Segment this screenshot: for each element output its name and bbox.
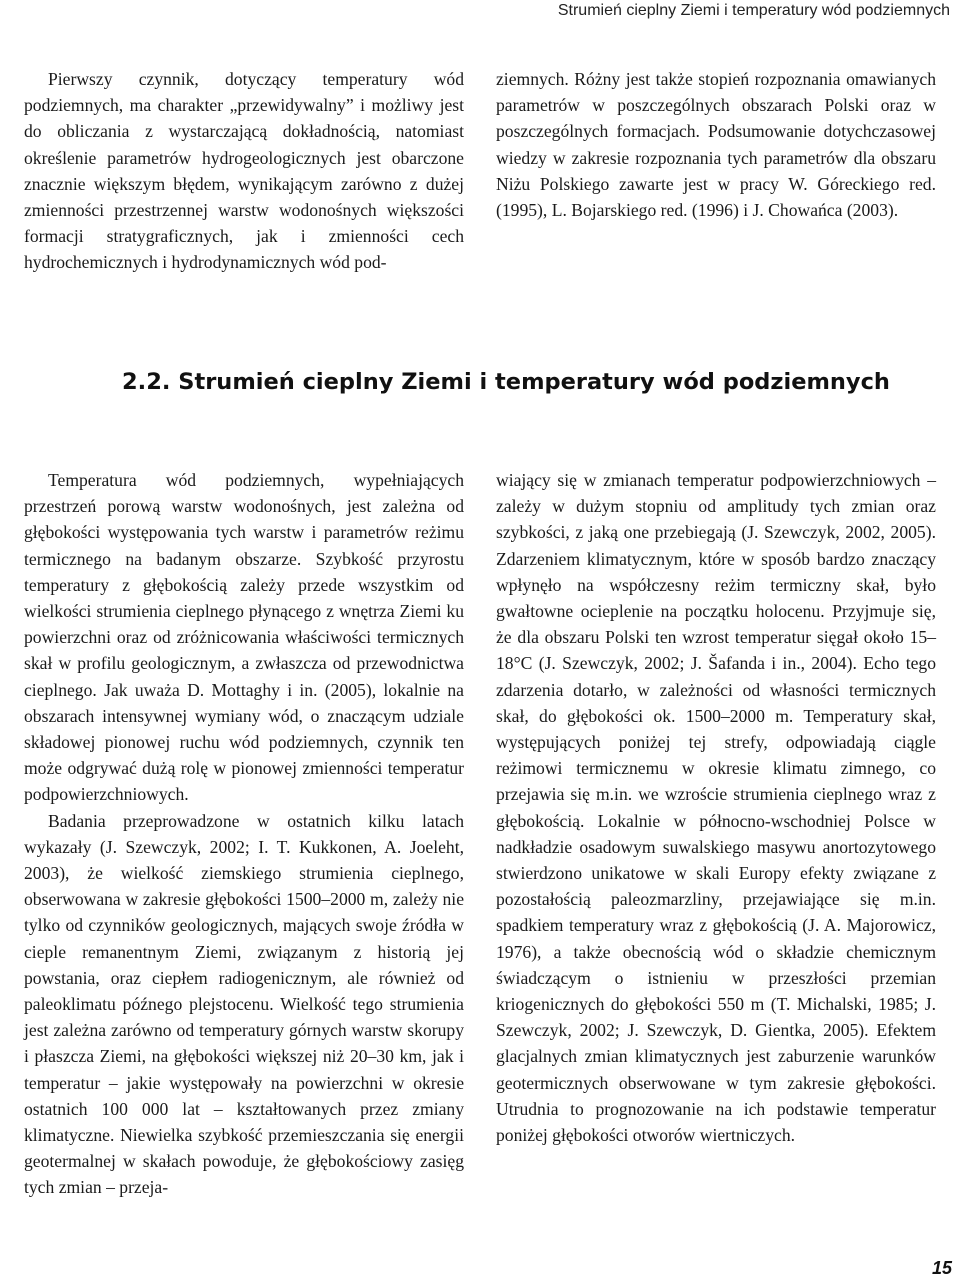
page-number: 15	[931, 1258, 952, 1278]
bottom-left-column	[24, 467, 464, 1201]
intro-paragraph-right: ziemnych. Różny jest także stopień rozpoznania omawianych parametrów w poszczególnych obszarach Polski oraz w poszczególnych formacjach. Podsumowanie dotychczasowej wiedzy w zakresie rozpoznania tych parametrów dla obszaru Niżu Polskiego zawarte jest w pracy W. Góreckiego red. (1995), L. Bojarskiego red. (1996) i J. Chowańca (2003).	[496, 69, 936, 221]
top-left-column	[24, 66, 464, 276]
bottom-right-column	[496, 467, 936, 1148]
body-paragraph-1: Temperatura wód podziemnych, wypełniających przestrzeń porową warstw wodonośnych, jest zależna od głębokości występowania tych warstw i parametrów reżimu termicznego na badanym obszarze. Szybkość przyrostu temperatury z głębokością zależy przede wszystkim od wielkości strumienia cieplnego płynącego z wnętrza Ziemi ku powierzchni oraz od zróżnicowania właściwości termicznych skał w profilu geologicznym, a zwłaszcza od przewodnictwa cieplnego. Jak uważa D. Mottaghy i in. (2005), lokalnie na obszarach intensywnej wymiany wód, o znaczącym udziale składowej pionowej ruchu wód podziemnych, czynnik ten może odgrywać dużą rolę w pionowej zmienności temperatur podpowierzchniowych.	[24, 470, 464, 805]
body-paragraph-2: Badania przeprowadzone w ostatnich kilku latach wykazały (J. Szewczyk, 2002; I. T. Kukkonen, A. Joeleht, 2003), że wielkość ziemskiego strumienia cieplnego, obserwowana w zakresie głębokości 1500–2000 m, zależy nie tylko od czynników geologicznych, mających swoje źródła w cieple remanentnym Ziemi, związanym z historią jej powstania, oraz ciepłem radiogenicznym, ale również od paleoklimatu późnego plejstocenu. Wielkość tego strumienia jest zależna zarówno od temperatury górnych warstw skorupy i płaszcza Ziemi, na głębokości większej niż 20–30 km, jak i temperatur – jakie występowały na powierzchni w okresie ostatnich 100 000 lat – kształtowanych przez zmiany klimatyczne. Niewielka szybkość przemieszczania się energii geotermalnej w skałach powoduje, że głębokościowy zasięg tych zmian – przeja-	[24, 810, 464, 1198]
top-right-column	[496, 66, 936, 223]
section-heading: 2.2. Strumień cieplny Ziemi i temperatury wód podziemnych	[122, 369, 890, 395]
body-paragraph-3: wiający się w zmianach temperatur podpowierzchniowych – zależy w dużym stopniu od amplitudy tych zmian oraz szybkości, z jaką one przebiegają (J. Szewczyk, 2002, 2005). Zdarzeniem klimatycznym, które w sposób bardzo znaczący wpłynęło na współczesny reżim termiczny skał, było gwałtowne ocieplenie na początku holocenu. Przyjmuje się, że dla obszaru Polski ten wzrost temperatur sięgał około 15–18°C (J. Szewczyk, 2002; J. Šafanda i in., 2004). Echo tego zdarzenia dotarło, w zależności od własności termicznych skał, do głębokości ok. 1500–2000 m. Temperatury skał, występujących poniżej tej strefy, odpowiadają ciągle reżimowi termicznemu w okresie klimatu zimnego, co przejawia się m.in. we wzroście strumienia cieplnego wraz z głębokością. Lokalnie w północno-wschodniej Polsce w nadkładzie osadowym suwalskiego masywu anortozytowego stwierdzono unikatowe w skali Europy efekty związane z pozostałością paleozmarzliny, przejawiające się m.in. spadkiem temperatury wraz z głębokością (J. A. Majorowicz, 1976), a także obecnością wód o składzie chemicznym świadczącym o istnieniu w przeszłości przemian kriogenicznych do głębokości 550 m (T. Michalski, 1985; J. Szewczyk, 2002; J. Szewczyk, D. Gientka, 2005). Efektem glacjalnych zmian klimatycznych jest zaburzenie warunków geotermicznych obserwowane w tym zakresie głębokości. Utrudnia to prognozowanie na ich podstawie temperatur poniżej głębokości otworów wiertniczych.	[496, 470, 936, 1146]
intro-paragraph-left: Pierwszy czynnik, dotyczący temperatury wód podziemnych, ma charakter „przewidywalny” i możliwy jest do obliczania z wystarczającą dokładnością, natomiast określenie parametrów hydrogeologicznych jest obarczone znacznie większym błędem, wynikającym zarówno z dużej zmienności przestrzennej warstw wodonośnych większości formacji stratygraficznych, jak i zmienności cech hydrochemicznych i hydrodynamicznych wód pod-	[24, 69, 464, 273]
running-header: Strumień cieplny Ziemi i temperatury wód podziemnych	[557, 2, 950, 19]
